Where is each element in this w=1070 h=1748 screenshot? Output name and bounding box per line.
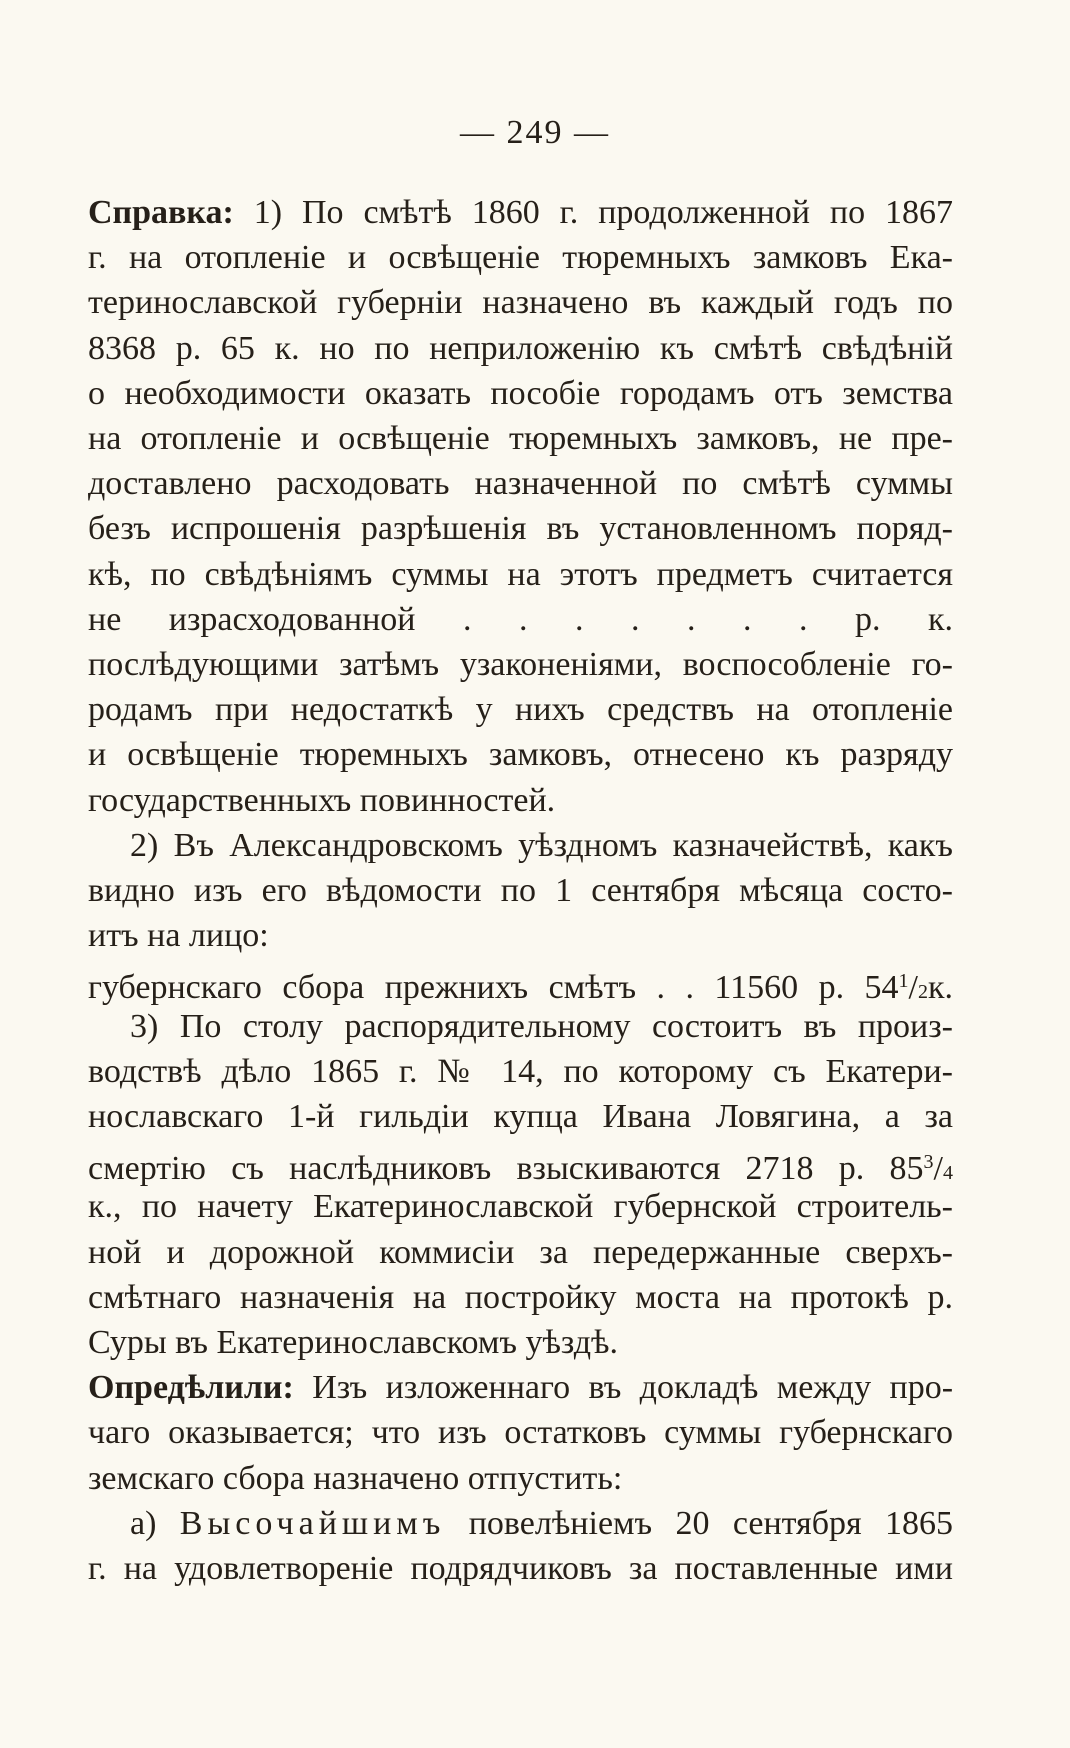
line-text: и освѣщеніе тюремныхъ замковъ, отнесено къ разряду [88, 736, 953, 774]
line-text: 2) Въ Александровскомъ уѣздномъ казначействѣ, какъ [130, 826, 953, 864]
text-line [130, 1004, 953, 1050]
text-line [88, 190, 953, 236]
text-line [88, 732, 953, 778]
text-line [88, 1049, 953, 1095]
line-text: кѣ, по свѣдѣніямъ суммы на этотъ предметъ считается [88, 555, 953, 593]
line-text: доставлено расходовать назначенной по смѣтѣ суммы [88, 465, 953, 503]
text-line [88, 280, 953, 326]
text-line [88, 778, 953, 824]
text-line [88, 597, 953, 643]
section-label: Справка: [88, 194, 234, 231]
line-text: г. на удовлетвореніе подрядчиковъ за поставленные ими [88, 1550, 953, 1587]
line-text: смертію съ наслѣдниковъ взыскиваются 2718 р. 85 [88, 1150, 924, 1188]
line-text: смѣтнаго назначенія на постройку моста на протокѣ р. [88, 1278, 953, 1316]
line-text: повелѣніемъ 20 сентября 1865 [468, 1504, 953, 1542]
text-line [88, 506, 953, 552]
text-line [88, 913, 953, 959]
line-text: к., по начету Екатеринославской губернской строитель- [88, 1188, 953, 1226]
page-number: — 249 — [460, 114, 610, 151]
line-text: 1) По смѣтѣ 1860 г. продолженной по 1867 [253, 194, 953, 231]
line-text: послѣдующими затѣмъ узаконеніями, воспособленіе го- [88, 646, 953, 683]
line-text: на отопленіе и освѣщеніе тюремныхъ замковъ, не пре- [88, 420, 953, 457]
line-text: 3) По столу распорядительному состоитъ въ произ- [130, 1007, 953, 1045]
text-line [88, 1230, 953, 1276]
text-line [88, 1275, 953, 1321]
text-line [88, 1410, 953, 1456]
spaced-word: Высочайшимъ [179, 1504, 446, 1542]
line-text: чаго оказывается; что изъ остатковъ суммы губернскаго [88, 1414, 953, 1452]
text-line [130, 1501, 953, 1547]
fraction-denominator: 2 [917, 981, 928, 1004]
text-line [130, 823, 953, 869]
text-line [88, 868, 953, 914]
line-text: г. на отопленіе и освѣщеніе тюремныхъ замковъ Ека- [88, 239, 953, 277]
text-line [88, 461, 953, 507]
line-text: водствѣ дѣло 1865 г. № 14, по которому съ Екатери- [88, 1052, 953, 1090]
line-text: губернскаго сбора прежнихъ смѣтъ . . 11560 р. 54 [88, 969, 899, 1007]
line-text: земскаго сбора назначено отпустить: [88, 1459, 623, 1497]
fraction-numerator: 3 [923, 1151, 934, 1174]
text-line [88, 1320, 953, 1366]
text-line [88, 642, 953, 688]
text-line: смертію съ наслѣдниковъ взыскиваются 2718 р. $85^3/4$ [88, 1150, 953, 1188]
item-marker: а) [130, 1504, 157, 1542]
section-label: Опредѣлили: [88, 1369, 294, 1407]
text-line [88, 552, 953, 598]
text-line [88, 371, 953, 417]
text-line [88, 1184, 953, 1230]
line-text: Изъ изложеннаго въ докладѣ между про- [312, 1369, 954, 1407]
line-text: государственныхъ повинностей. [88, 781, 556, 819]
text-line [88, 1094, 953, 1140]
text-line [88, 1546, 953, 1592]
line-text: ной и дорожной коммисіи за передержанные сверхъ- [88, 1233, 953, 1271]
line-text: не израсходованной . . . . . . . р. к. [88, 600, 953, 638]
text-line [88, 326, 953, 372]
line-text: родамъ при недостаткѣ у нихъ средствъ на отопленіе [88, 691, 953, 729]
text-line [88, 687, 953, 733]
line-text: нославскаго 1-й гильдіи купца Ивана Ловягина, а за [88, 1098, 953, 1135]
fraction-denominator: 4 [943, 1162, 953, 1185]
text-line: губернскаго сбора прежнихъ смѣтъ . . 11560 р. $54^1/2к$. [88, 969, 953, 1007]
line-text: 8368 р. 65 к. но по неприложенію къ смѣтѣ свѣдѣній [88, 329, 953, 367]
line-tail: к. [927, 969, 953, 1007]
fraction-numerator: 1 [898, 970, 909, 993]
line-text: Суры въ Екатеринославскомъ уѣздѣ. [88, 1324, 619, 1361]
line-text: итъ на лицо: [88, 917, 269, 955]
text-line [88, 1365, 953, 1411]
line-text: о необходимости оказать пособіе городамъ отъ земства [88, 374, 953, 412]
text-line [88, 416, 953, 462]
text-line [88, 1456, 953, 1502]
line-text: безъ испрошенія разрѣшенія въ установленномъ поряд- [88, 510, 953, 548]
text-line [88, 235, 953, 281]
line-text: видно изъ его вѣдомости по 1 сентября мѣсяца состо- [88, 872, 953, 909]
line-text: теринославской губерніи назначено въ каждый годъ по [88, 284, 953, 322]
